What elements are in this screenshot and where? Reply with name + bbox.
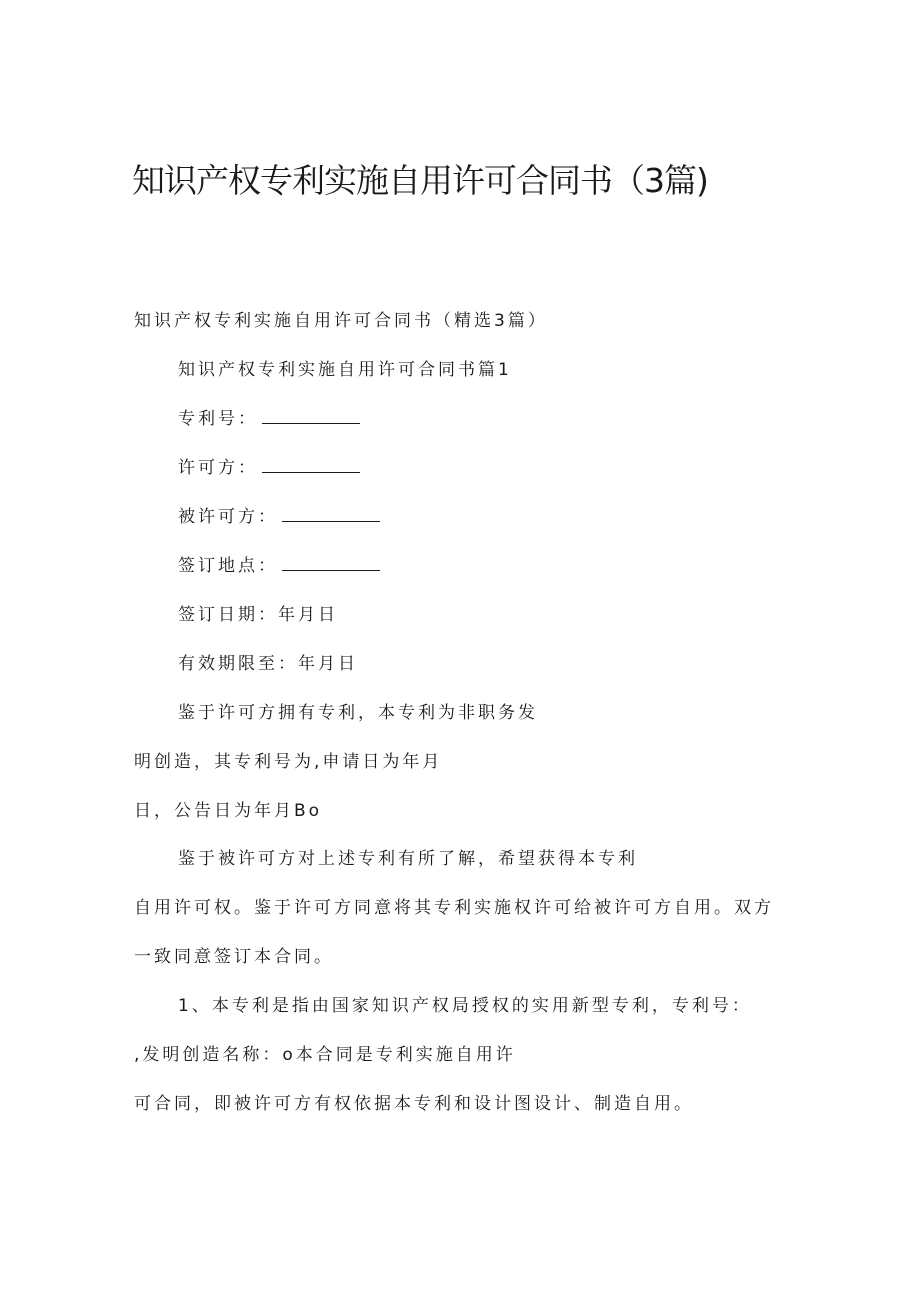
field-label: 签订日期：年月日 bbox=[178, 605, 338, 625]
field-label: 有效期限至：年月日 bbox=[178, 654, 358, 674]
paragraph-line: 自用许可权。鉴于许可方同意将其专利实施权许可给被许可方自用。双方 bbox=[134, 898, 774, 918]
paragraph-line: 可合同，即被许可方有权依据本专利和设计图设计、制造自用。 bbox=[134, 1094, 694, 1114]
paragraph-line: 鉴于许可方拥有专利，本专利为非职务发 bbox=[178, 703, 538, 723]
field-patent-number bbox=[178, 406, 360, 432]
paragraph-line: 1、本专利是指由国家知识产权局授权的实用新型专利，专利号： bbox=[178, 996, 752, 1016]
paragraph-line: ,发明创造名称：o本合同是专利实施自用许 bbox=[134, 1045, 516, 1065]
field-label: 专利号： bbox=[178, 409, 258, 429]
blank-line bbox=[282, 557, 380, 571]
section-heading: 知识产权专利实施自用许可合同书篇1 bbox=[178, 360, 512, 380]
page-title: 知识产权专利实施自用许可合同书（3篇) bbox=[132, 161, 708, 200]
paragraph-line: 日，公告日为年月Bo bbox=[134, 801, 323, 821]
field-valid-until bbox=[178, 651, 358, 677]
field-label: 被许可方： bbox=[178, 507, 278, 527]
document-subtitle: 知识产权专利实施自用许可合同书（精选3篇） bbox=[134, 311, 548, 331]
blank-line bbox=[262, 410, 360, 424]
blank-line bbox=[282, 508, 380, 522]
paragraph-line: 明创造，其专利号为,申请日为年月 bbox=[134, 752, 443, 772]
field-licensee bbox=[178, 504, 380, 530]
paragraph-line: 鉴于被许可方对上述专利有所了解，希望获得本专利 bbox=[178, 849, 638, 869]
blank-line bbox=[262, 459, 360, 473]
field-label: 签订地点： bbox=[178, 556, 278, 576]
field-signing-place bbox=[178, 553, 380, 579]
paragraph-line: 一致同意签订本合同。 bbox=[134, 947, 334, 967]
field-signing-date bbox=[178, 602, 338, 628]
field-licensor bbox=[178, 455, 360, 481]
field-label: 许可方： bbox=[178, 458, 258, 478]
